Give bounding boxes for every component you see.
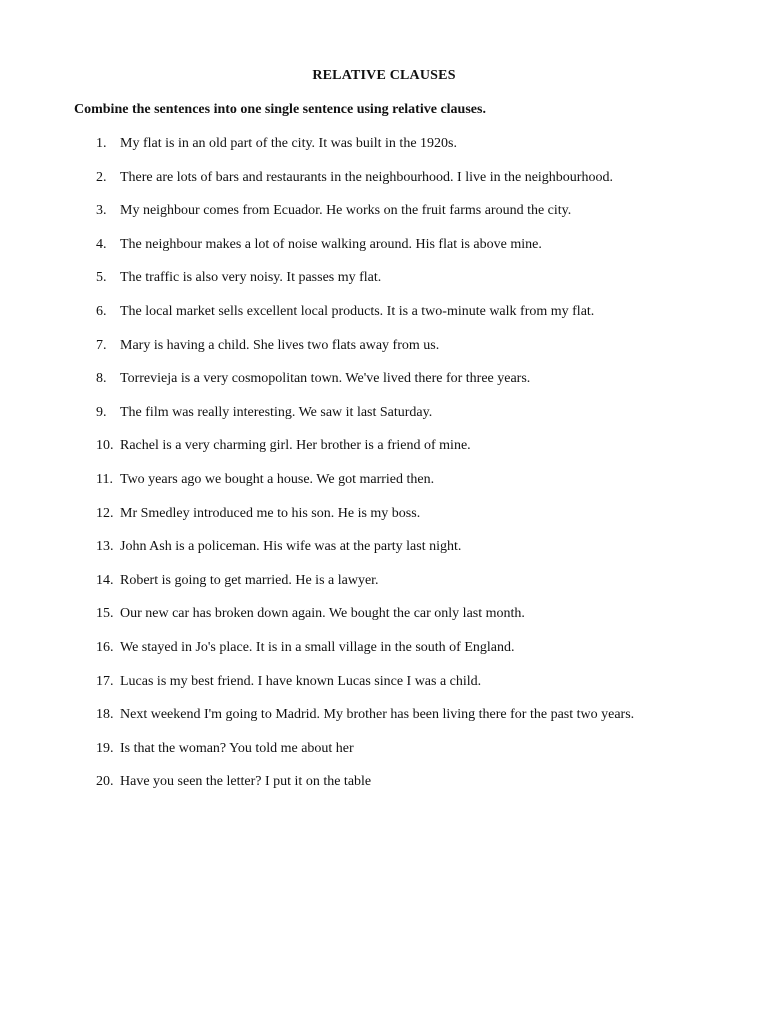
exercise-item-text: Have you seen the letter? I put it on the table — [120, 774, 372, 790]
exercise-item-number: 14. — [96, 572, 114, 588]
exercise-item — [74, 538, 714, 572]
exercise-item-text: The neighbour makes a lot of noise walking around. His flat is above mine. — [120, 236, 542, 252]
exercise-item-number: 17. — [96, 673, 114, 689]
exercise-item-text: The traffic is also very noisy. It passes my flat. — [120, 270, 382, 286]
exercise-item — [74, 773, 714, 807]
exercise-item-number: 6. — [96, 303, 107, 319]
exercise-item-number: 13. — [96, 539, 114, 555]
exercise-item-number: 10. — [96, 438, 114, 454]
exercise-item-number: 11. — [96, 471, 113, 487]
exercise-item — [74, 236, 714, 270]
exercise-item-text: The local market sells excellent local products. It is a two-minute walk from my flat. — [120, 303, 595, 319]
exercise-item-text: Two years ago we bought a house. We got married then. — [120, 471, 435, 487]
exercise-item-text: We stayed in Jo's place. It is in a small village in the south of England. — [120, 639, 515, 655]
exercise-item — [74, 135, 714, 169]
exercise-item-number: 7. — [96, 337, 107, 353]
exercise-item-number: 1. — [96, 136, 107, 151]
exercise-item-number: 8. — [96, 371, 107, 387]
exercise-item-text: Mary is having a child. She lives two flats away from us. — [120, 337, 440, 353]
exercise-item — [74, 605, 714, 639]
exercise-item-number: 15. — [96, 606, 114, 622]
exercise-item-text: John Ash is a policeman. His wife was at the party last night. — [120, 539, 462, 555]
exercise-item-number: 16. — [96, 639, 114, 655]
instruction-text: Combine the sentences into one single sentence using relative clauses. — [74, 102, 486, 117]
exercise-item-text: Mr Smedley introduced me to his son. He is my boss. — [120, 505, 421, 521]
exercise-item — [74, 269, 714, 303]
exercise-item — [74, 471, 714, 505]
exercise-item-text: Torrevieja is a very cosmopolitan town. We've lived there for three years. — [120, 371, 531, 387]
exercise-item — [74, 572, 714, 606]
exercise-item-number: 4. — [96, 236, 107, 252]
exercise-item — [74, 169, 714, 203]
exercise-item-number: 12. — [96, 505, 114, 521]
exercise-item-number: 5. — [96, 270, 107, 286]
exercise-item — [74, 505, 714, 539]
exercise-item-text: My flat is in an old part of the city. It was built in the 1920s. — [120, 136, 457, 151]
exercise-item-text: The film was really interesting. We saw it last Saturday. — [120, 404, 433, 420]
exercise-item-number: 2. — [96, 169, 107, 185]
exercise-item-text: My neighbour comes from Ecuador. He works on the fruit farms around the city. — [120, 203, 572, 219]
exercise-item — [74, 639, 714, 673]
exercise-item — [74, 337, 714, 371]
exercise-item-text: Lucas is my best friend. I have known Lucas since I was a child. — [120, 673, 482, 689]
exercise-item-number: 19. — [96, 740, 114, 756]
exercise-item-number: 18. — [96, 707, 114, 723]
exercise-item — [74, 673, 714, 707]
exercise-item — [74, 404, 714, 438]
page-title: RELATIVE CLAUSES — [312, 68, 456, 83]
exercise-item-text: Rachel is a very charming girl. Her brother is a friend of mine. — [120, 438, 471, 454]
exercise-item — [74, 437, 714, 471]
exercise-list — [74, 135, 714, 807]
exercise-item-text: There are lots of bars and restaurants in the neighbourhood. I live in the neighbourhood. — [120, 169, 613, 185]
exercise-item — [74, 303, 714, 337]
exercise-item — [74, 202, 714, 236]
exercise-item — [74, 370, 714, 404]
exercise-item — [74, 706, 714, 740]
exercise-item-text: Next weekend I'm going to Madrid. My brother has been living there for the past two years. — [120, 707, 635, 723]
exercise-item-number: 20. — [96, 774, 114, 790]
exercise-item-number: 3. — [96, 203, 107, 219]
exercise-item-number: 9. — [96, 404, 107, 420]
exercise-item-text: Is that the woman? You told me about her — [120, 740, 354, 756]
exercise-item-text: Robert is going to get married. He is a lawyer. — [120, 572, 379, 588]
exercise-item-text: Our new car has broken down again. We bought the car only last month. — [120, 606, 525, 622]
exercise-item — [74, 740, 714, 774]
